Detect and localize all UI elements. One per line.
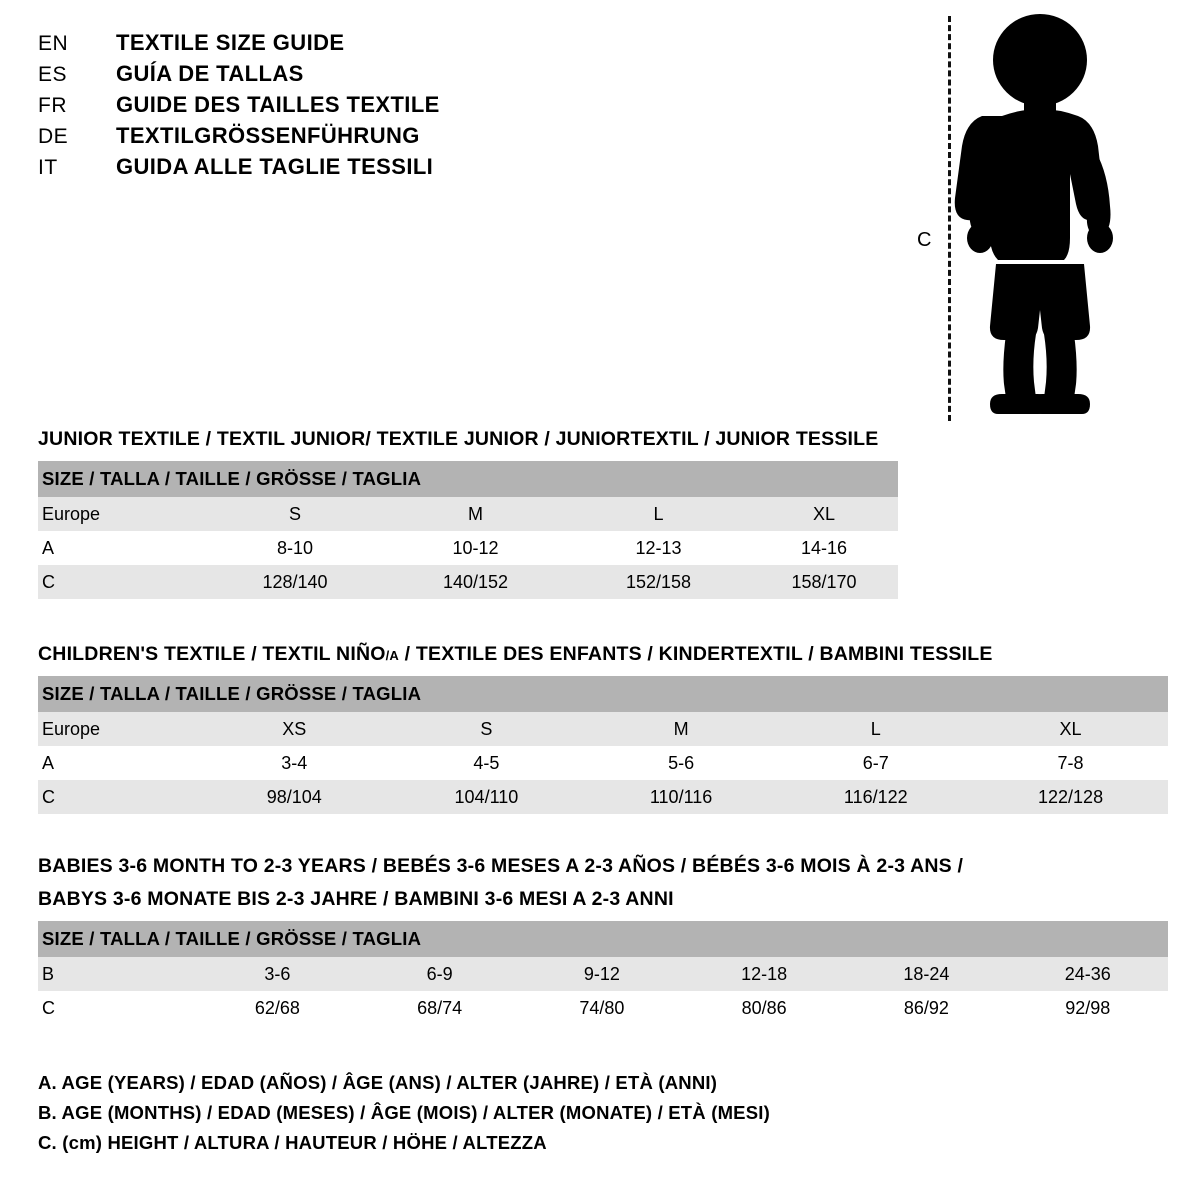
row-label: Europe [42,718,101,739]
size-table-babies [38,921,1168,1025]
language-row [38,30,598,61]
row-label: A [42,537,55,558]
footnotes-block [38,1068,1138,1158]
cell: 8-10 [276,537,314,558]
cell: 80/86 [741,997,787,1018]
measurement-figure [900,12,1170,422]
cell: 128/140 [262,571,328,592]
language-row [38,154,598,185]
cell: 24-36 [1064,963,1111,984]
row-label: C [42,997,55,1018]
language-row [38,61,598,92]
section-title-junior: JUNIOR TEXTILE / TEXTIL JUNIOR/ TEXTILE JUNIOR / JUNIORTEXTIL / JUNIOR TESSILE [38,428,879,450]
row-label: B [42,963,55,984]
table-row [38,712,1168,746]
footnote-a: A. AGE (YEARS) / EDAD (AÑOS) / ÂGE (ANS) / ALTER (JAHRE) / ETÀ (ANNI) [38,1072,718,1093]
cell: 18-24 [903,963,950,984]
cell: 104/110 [454,786,519,807]
cell: 158/170 [791,571,857,592]
table-row [38,780,1168,814]
cell: 5-6 [668,752,695,773]
table-band-row [38,461,898,497]
cell: S [480,718,493,739]
cell: 3-6 [264,963,291,984]
band-label: SIZE / TALLA / TAILLE / GRÖSSE / TAGLIA [42,928,422,949]
table-row [38,565,898,599]
cell: 14-16 [800,537,848,558]
language-row [38,123,598,154]
band-label: SIZE / TALLA / TAILLE / GRÖSSE / TAGLIA [42,683,422,704]
row-label: Europe [42,503,101,524]
language-title: GUÍA DE TALLAS [116,61,304,86]
cell: 68/74 [417,997,463,1018]
cell: 140/152 [442,571,509,592]
cell: 116/122 [843,786,908,807]
language-code: FR [38,94,67,117]
measure-label-c: C [914,227,934,254]
row-label: A [42,752,55,773]
section-title-babies-line1: BABIES 3-6 MONTH TO 2-3 YEARS / BEBÉS 3-6 MESES A 2-3 AÑOS / BÉBÉS 3-6 MOIS À 2-3 ANS / [38,855,964,877]
language-code: IT [38,156,58,179]
cell: XS [282,718,307,739]
section-babies [38,855,1168,1025]
cell: 3-4 [281,752,308,773]
cell: 86/92 [903,997,949,1018]
language-code: ES [38,63,68,86]
cell: 92/98 [1065,997,1111,1018]
cell: 10-12 [452,537,499,558]
section-children [38,643,1168,814]
cell: 152/158 [625,571,692,592]
section-title-children-part2: / TEXTILE DES ENFANTS / KINDERTEXTIL / BAMBINI TESSILE [399,643,993,665]
language-title-block [38,30,598,185]
row-label: C [42,571,55,592]
child-silhouette-icon [940,12,1140,427]
table-row [38,991,1168,1025]
cell: 6-7 [862,752,889,773]
section-title-children-sub: /A [385,648,400,663]
row-label: C [42,786,55,807]
cell: S [288,503,301,524]
footnote-b: B. AGE (MONTHS) / EDAD (MESES) / ÂGE (MOIS) / ALTER (MONATE) / ETÀ (MESI) [38,1102,770,1123]
size-table-junior [38,461,898,599]
language-code: EN [38,32,69,55]
table-row [38,531,898,565]
section-title-children-part1: CHILDREN'S TEXTILE / TEXTIL NIÑO [38,643,386,665]
cell: L [870,718,881,739]
section-title-children [38,643,1168,666]
cell: 9-12 [583,963,620,984]
table-row [38,497,898,531]
section-junior [38,428,1168,599]
cell: 74/80 [579,997,625,1018]
cell: L [653,503,664,524]
language-title: GUIDE DES TAILLES TEXTILE [116,92,440,117]
language-row [38,92,598,123]
cell: XL [812,503,836,524]
language-code: DE [38,125,69,148]
table-band-row [38,676,1168,712]
cell: 122/128 [1038,786,1104,807]
cell: XL [1059,718,1082,739]
language-title: GUIDA ALLE TAGLIE TESSILI [116,154,434,179]
cell: 62/68 [254,997,300,1018]
table-row [38,746,1168,780]
cell: M [673,718,689,739]
band-label: SIZE / TALLA / TAILLE / GRÖSSE / TAGLIA [42,468,422,489]
language-title: TEXTILGRÖSSENFÜHRUNG [116,123,420,148]
cell: 4-5 [473,752,500,773]
cell: 12-13 [635,537,682,558]
table-row [38,957,1168,991]
cell: M [468,503,483,524]
cell: 6-9 [426,963,453,984]
table-band-row [38,921,1168,957]
footnote-c: C. (cm) HEIGHT / ALTURA / HAUTEUR / HÖHE / ALTEZZA [38,1132,547,1153]
cell: 12-18 [741,963,788,984]
cell: 7-8 [1057,752,1084,773]
size-table-children [38,676,1168,814]
section-title-babies-line2: BABYS 3-6 MONATE BIS 2-3 JAHRE / BAMBINI 3-6 MESI A 2-3 ANNI [38,888,674,910]
cell: 110/116 [649,786,713,807]
language-title: TEXTILE SIZE GUIDE [116,30,345,55]
cell: 98/104 [266,786,322,807]
